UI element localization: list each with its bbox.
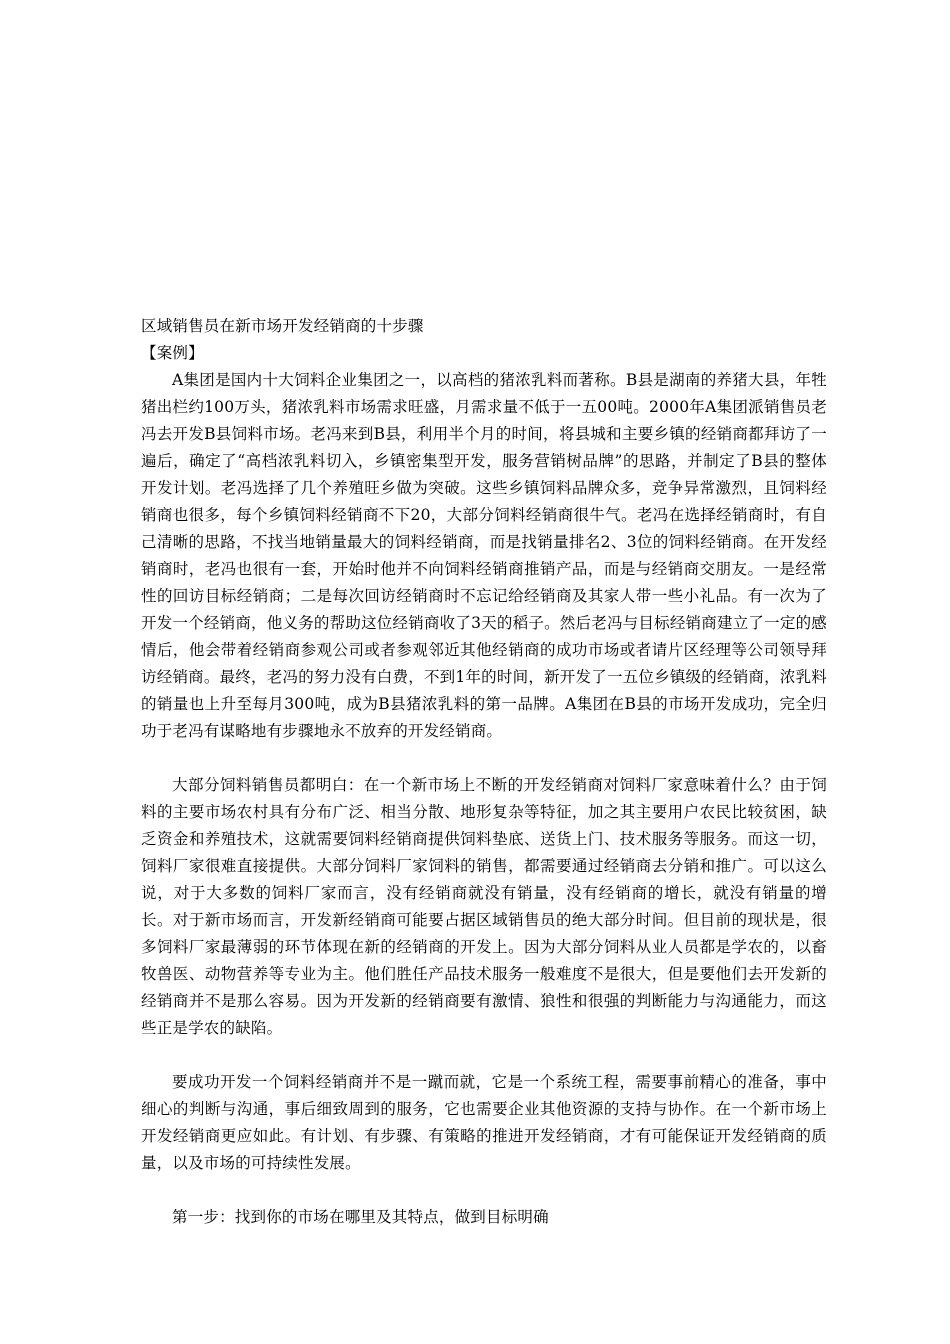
document-body <box>141 313 827 1231</box>
document-title: 区域销售员在新市场开发经销商的十步骤 <box>141 317 424 335</box>
step-1-heading: 第一步：找到你的市场在哪里及其特点，做到目标明确 <box>172 1208 549 1226</box>
case-paragraph: A集团是国内十大饲料企业集团之一，以高档的猪浓乳料而著称。B县是湖南的养猪大县，年牲猪出栏约100万头，猪浓乳料市场需求旺盛，月需求量不低于一五00吨。2000年A集团派销售员老冯去开发B县饲料市场。老冯来到B县，利用半个月的时间，将县城和主要乡镇的经销商都拜访了一遍后，确定了“高档浓乳料切入，乡镇密集型开发，服务营销树品牌”的思路，并制定了B县的整体开发计划。老冯选择了几个养殖旺乡做为突破。这些乡镇饲料品牌众多，竞争异常激烈，且饲料经销商也很多，每个乡镇饲料经销商不下20，大部分饲料经销商很牛气。老冯在选择经销商时，有自己清晰的思路，不找当地销量最大的饲料经销商，而是找销量排名2、3位的饲料经销商。在开发经销商时，老冯也很有一套，开始时他并不向饲料经销商推销产品，而是与经销商交朋友。一是经常性的回访目标经销商；二是每次回访经销商时不忘记给经销商及其家人带一些小礼品。有一次为了开发一个经销商，他义务的帮助这位经销商收了3天的稻子。然后老冯与目标经销商建立了一定的感情后，他会带着经销商参观公司或者参观邻近其他经销商的成功市场或者请片区经理等公司领导拜访经销商。最终，老冯的努力没有白费，不到1年的时间，新开发了一五位乡镇级的经销商，浓乳料的销量也上升至每月300吨，成为B县猪浓乳料的第一品牌。A集团在B县的市场开发成功，完全归功于老冯有谋略地有步骤地永不放弃的开发经销商。 <box>141 371 827 740</box>
body-paragraph-3: 要成功开发一个饲料经销商并不是一蹴而就，它是一个系统工程，需要事前精心的准备，事中细心的判断与沟通，事后细致周到的服务，它也需要企业其他资源的支持与协作。在一个新市场上开发经销商更应如此。有计划、有步骤、有策略的推进开发经销商，才有可能保证开发经销商的质量，以及市场的可持续性发展。 <box>141 1073 827 1172</box>
body-paragraph-2: 大部分饲料销售员都明白：在一个新市场上不断的开发经销商对饲料厂家意味着什么？由于饲料的主要市场农村具有分布广泛、相当分散、地形复杂等特征，加之其主要用户农民比较贫困，缺乏资金和养殖技术，这就需要饲料经销商提供饲料垫底、送货上门、技术服务等服务。而这一切，饲料厂家很难直接提供。大部分饲料厂家饲料的销售，都需要通过经销商去分销和推广。可以这么说，对于大多数的饲料厂家而言，没有经销商就没有销量，没有经销商的增长，就没有销量的增长。对于新市场而言，开发新经销商可能要占据区域销售员的绝大部分时间。但目前的现状是，很多饲料厂家最薄弱的环节体现在新的经销商的开发上。因为大部分饲料从业人员都是学农的，以畜牧兽医、动物营养等专业为主。他们胜任产品技术服务一般难度不是很大，但是要他们去开发新的经销商并不是那么容易。因为开发新的经销商要有激情、狼性和很强的判断能力与沟通能力，而这些正是学农的缺陷。 <box>141 776 827 1037</box>
case-label: 【案例】 <box>141 344 204 362</box>
